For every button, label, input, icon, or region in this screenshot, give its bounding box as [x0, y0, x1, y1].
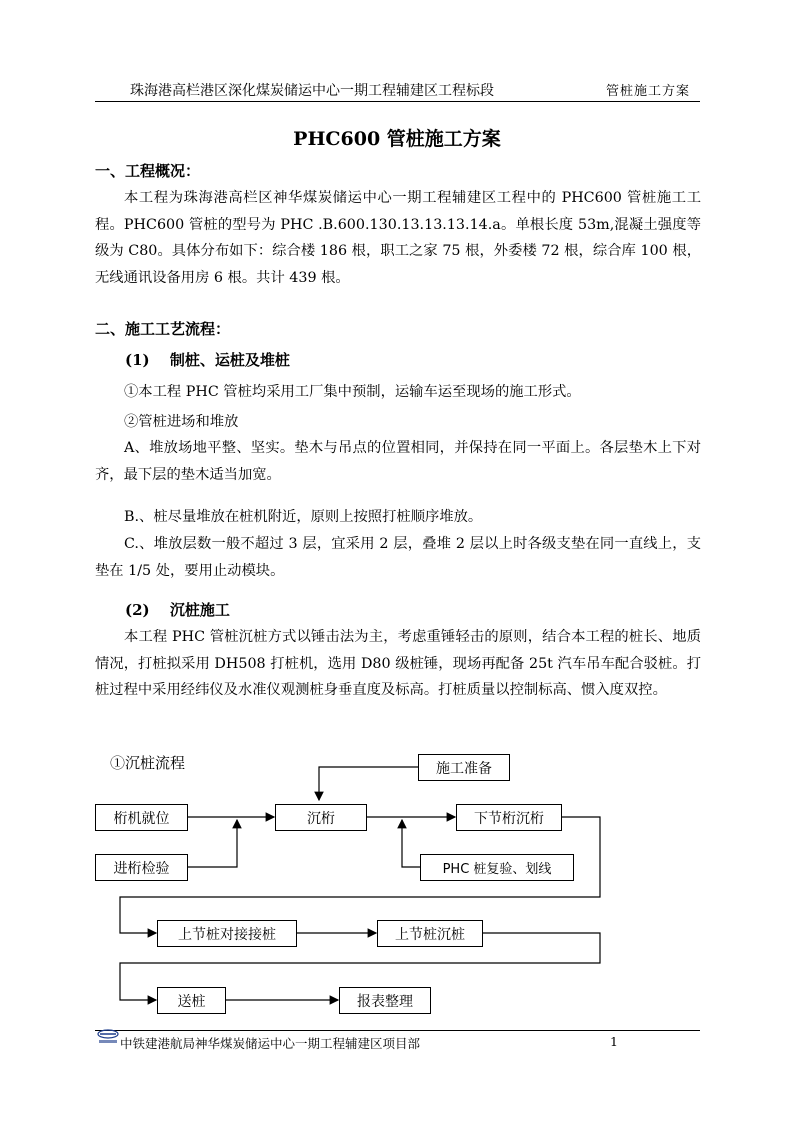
section-1-body: 本工程为珠海港高栏区神华煤炭储运中心一期工程辅建区工程中的 PHC600 管桩施工工程。PHC600 管桩的型号为 PHC .B.600.130.13.13.13.14.a。单根长度 53m,混凝土强度等级为 C80。具体分布如下：综合楼 186 根，职工之家 75 根，外委楼 72 根，综合库 100 根，无线通讯设备用房 6 根。共计 439 根。: [95, 190, 701, 286]
flow-box-inspect: 进桁检验: [95, 854, 188, 881]
section-2-heading: 二、施工工艺流程：: [95, 320, 231, 338]
subsection-2-heading: (2) 沉桩施工: [125, 601, 230, 619]
header-doc-title: 管桩施工方案: [606, 84, 691, 99]
section-1-heading: 一、工程概况：: [95, 162, 201, 180]
item-1: ①本工程 PHC 管桩均采用工厂集中预制，运输车运至现场的施工形式。: [124, 384, 581, 400]
footer-rule: [95, 1030, 700, 1031]
flow-box-prep: 施工准备: [418, 754, 510, 781]
footer-organization: 中铁建港航局神华煤炭储运中心一期工程辅建区项目部: [120, 1036, 421, 1051]
flow-box-recheck: PHC 桩复验、划线: [420, 854, 574, 881]
flow-label: ①沉桩流程: [110, 754, 186, 772]
subsection-1-heading: (1) 制桩、运桩及堆桩: [125, 351, 290, 369]
flow-box-sink: 沉桁: [275, 804, 367, 831]
item-a: A、堆放场地平整、坚实。垫木与吊点的位置相同，并保持在同一平面上。各层垫木上下对齐，最下层的垫木适当加宽。: [95, 440, 701, 483]
subsection-2-body: 本工程 PHC 管桩沉桩方式以锤击法为主，考虑重锤轻击的原则，结合本工程的桩长、地质情况，打桩拟采用 DH508 打桩机，选用 D80 级桩锤，现场再配备 25t 汽车吊车配合驳桩。打桩过程中采用经纬仪及水准仪观测桩身垂直度及标高。打桩质量以控制标高、惯入度双控。: [95, 629, 701, 698]
header-project-title: 珠海港高栏港区深化煤炭储运中心一期工程辅建区工程标段: [130, 83, 494, 99]
item-c: C.、堆放层数一般不超过 3 层，宜采用 2 层，叠堆 2 层以上时各级支垫在同一直线上，支垫在 1/5 处，要用止动模块。: [95, 536, 701, 579]
flow-box-upper-join: 上节桩对接接桩: [157, 920, 297, 947]
company-logo-icon: [96, 1028, 120, 1046]
flow-box-upper-sink: 上节桩沉桩: [377, 920, 483, 947]
item-b: B.、桩尽量堆放在桩机附近，原则上按照打桩顺序堆放。: [124, 509, 483, 525]
flow-box-report: 报表整理: [339, 987, 431, 1014]
item-2: ②管桩进场和堆放: [124, 414, 239, 430]
footer-page-number: 1: [610, 1034, 618, 1049]
page-title: PHC600 管桩施工方案: [293, 128, 501, 150]
flow-box-position: 桁机就位: [95, 804, 188, 831]
flow-box-deliver: 送桩: [157, 987, 226, 1014]
flow-box-lower-sink: 下节桁沉桁: [456, 804, 562, 831]
